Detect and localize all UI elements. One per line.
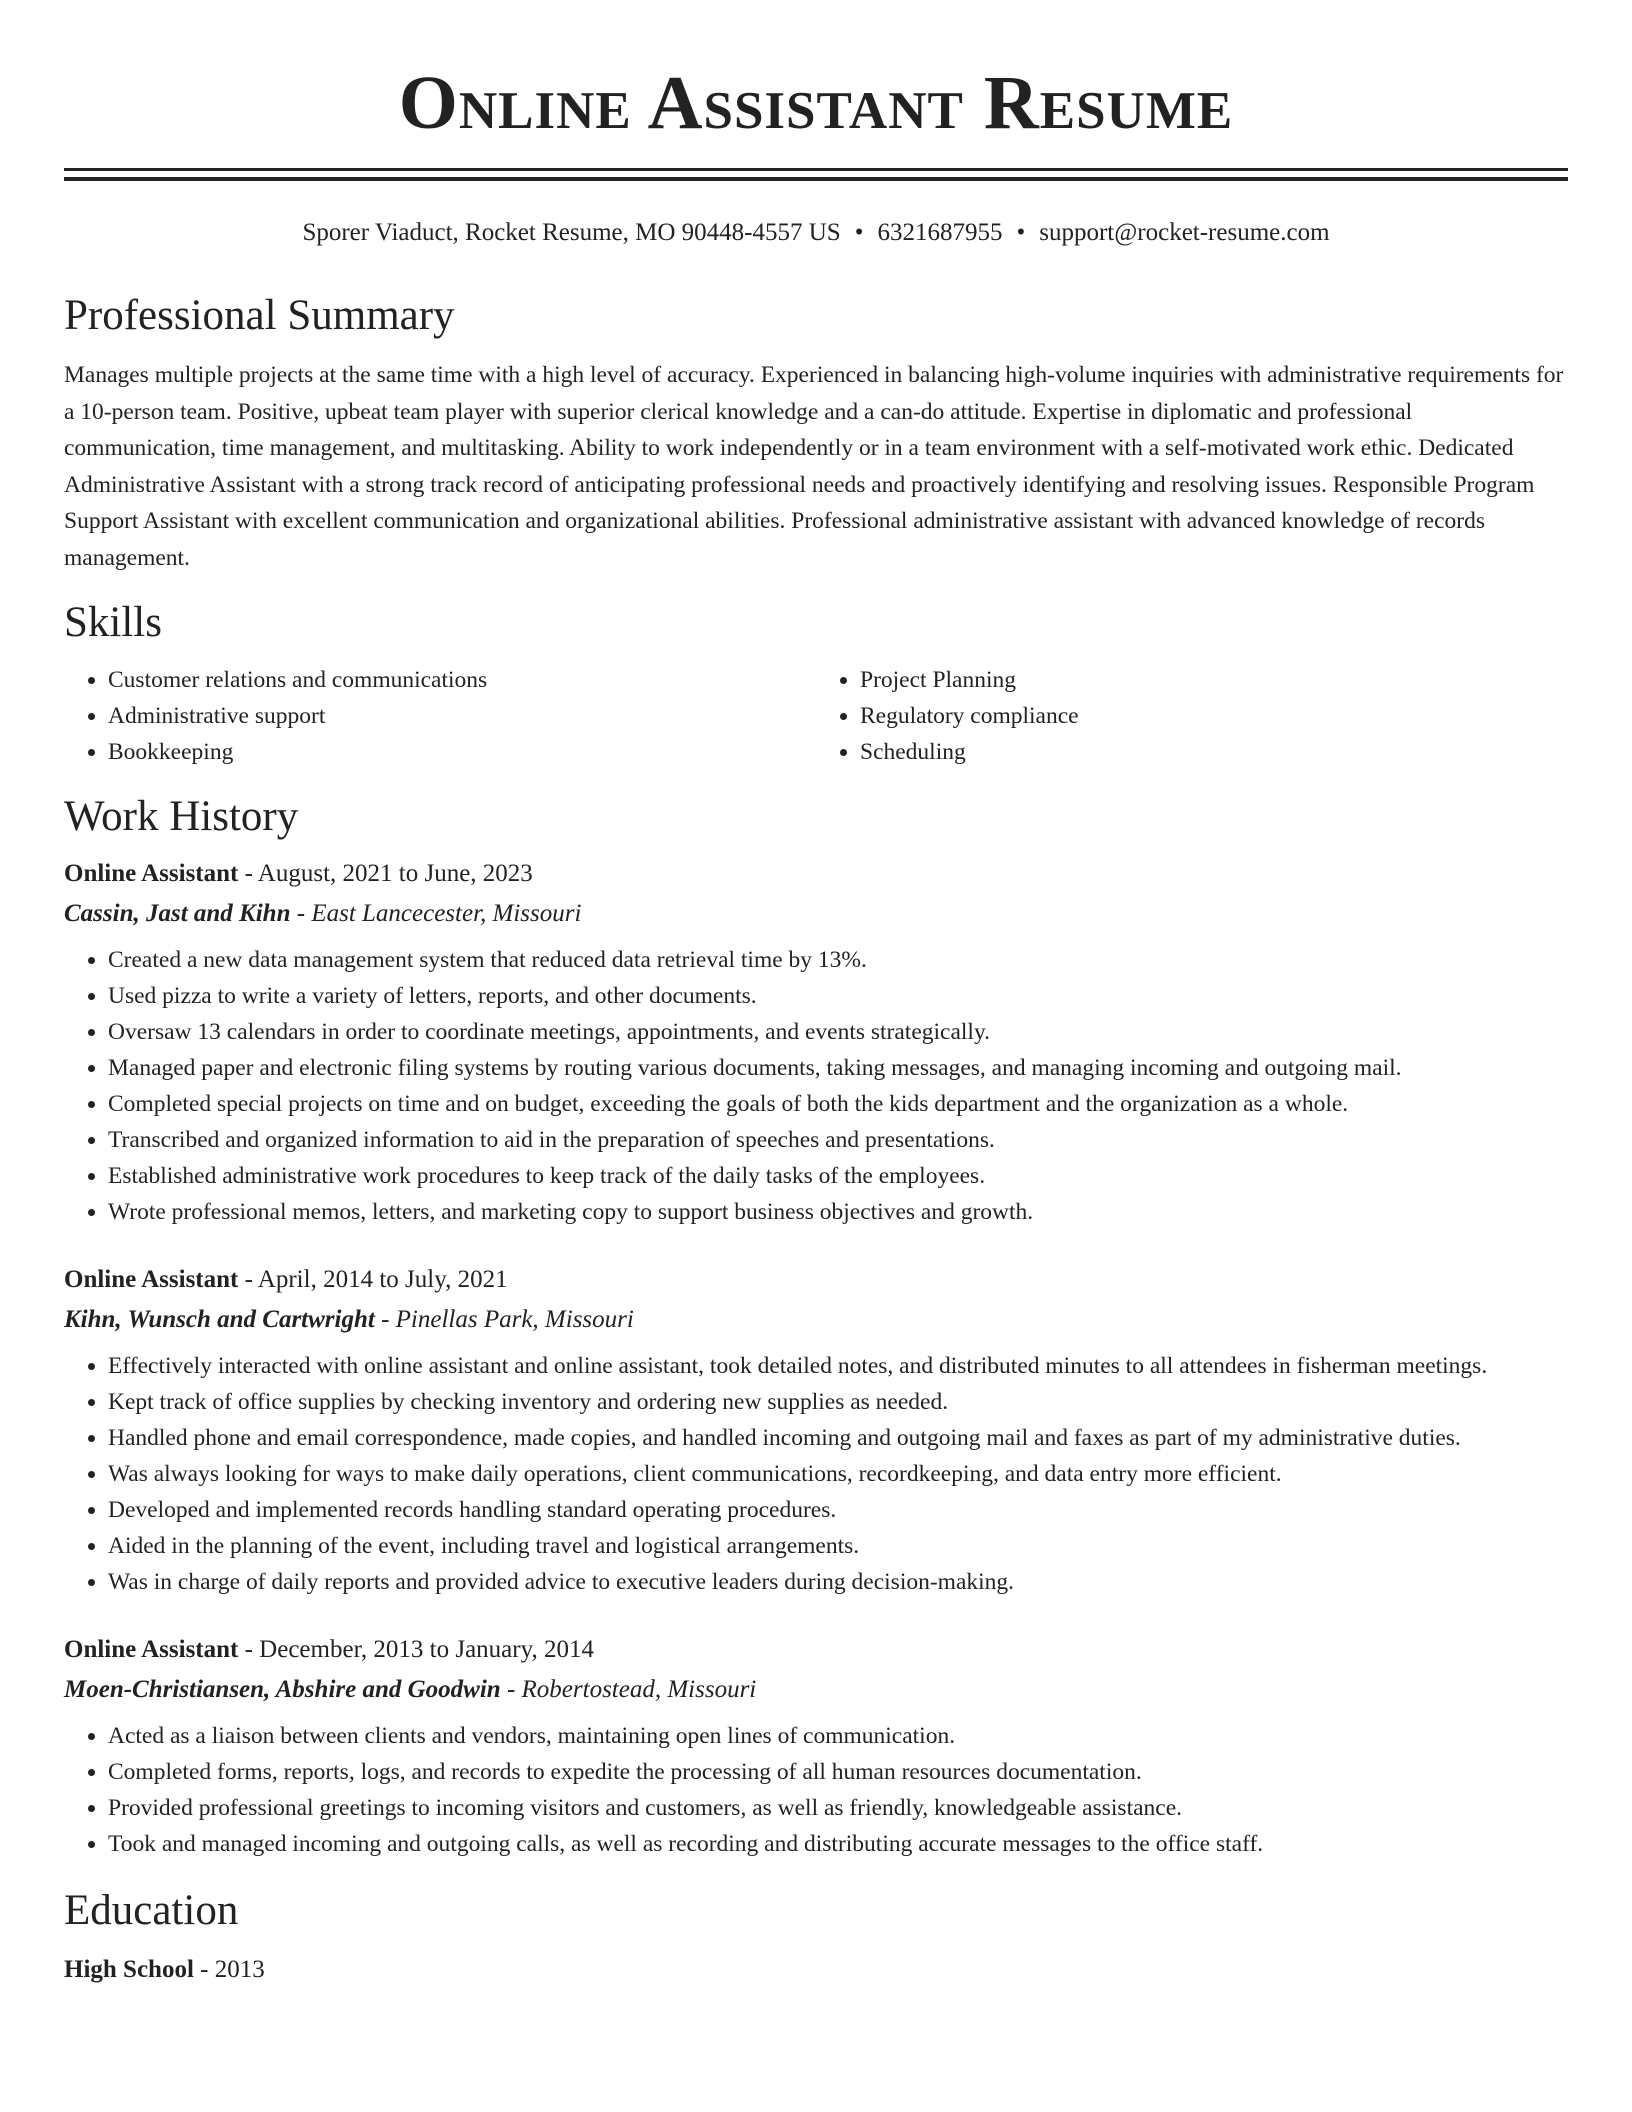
education-entry	[64, 1952, 1568, 1988]
company-line	[64, 896, 1568, 932]
contact-separator: •	[854, 219, 864, 246]
job-bullet: • Was always looking for ways to make daily operations, client communications, recordkeeping, and data entry more efficient.	[108, 1456, 1568, 1492]
job-title-line	[64, 1262, 1568, 1298]
skill-item: • Customer relations and communications	[108, 662, 816, 698]
education-year: - 2013	[193, 1956, 265, 1983]
job-dates: - April, 2014 to July, 2021	[238, 1266, 508, 1293]
company-line	[64, 1672, 1568, 1708]
company-name: Kihn, Wunsch and Cartwright	[64, 1306, 375, 1333]
job-bullet: • Completed forms, reports, logs, and records to expedite the processing of all human resources documentation.	[108, 1754, 1568, 1790]
job-bullet: • Was in charge of daily reports and provided advice to executive leaders during decision-making.	[108, 1564, 1568, 1600]
job-bullet: • Established administrative work procedures to keep track of the daily tasks of the employees.	[108, 1158, 1568, 1194]
company-name: Cassin, Jast and Kihn	[64, 900, 291, 927]
skill-item: • Project Planning	[860, 662, 1568, 698]
job-title-line	[64, 1632, 1568, 1668]
title-rule-bottom	[64, 177, 1568, 181]
job-bullet: • Effectively interacted with online assistant and online assistant, took detailed notes, and distributed minutes to all attendees in fisherman meetings.	[108, 1348, 1568, 1384]
company-line	[64, 1302, 1568, 1338]
contact-address: Sporer Viaduct, Rocket Resume, MO 90448-4557 US	[302, 219, 841, 246]
contact-line	[64, 217, 1568, 249]
job-entry	[64, 856, 1568, 1230]
company-name: Moen-Christiansen, Abshire and Goodwin	[64, 1676, 501, 1703]
job-bullets	[64, 942, 1568, 1230]
job-bullets	[64, 1348, 1568, 1600]
job-bullet: • Provided professional greetings to incoming visitors and customers, as well as friendly, knowledgeable assistance.	[108, 1790, 1568, 1826]
skill-item: • Regulatory compliance	[860, 698, 1568, 734]
job-bullet: • Created a new data management system that reduced data retrieval time by 13%.	[108, 942, 1568, 978]
job-bullet: • Used pizza to write a variety of letters, reports, and other documents.	[108, 978, 1568, 1014]
job-bullet: • Oversaw 13 calendars in order to coordinate meetings, appointments, and events strategically.	[108, 1014, 1568, 1050]
job-bullet: • Managed paper and electronic filing systems by routing various documents, taking messages, and managing incoming and outgoing mail.	[108, 1050, 1568, 1086]
contact-email: support@rocket-resume.com	[1039, 219, 1330, 246]
job-entry	[64, 1262, 1568, 1600]
job-bullet: • Aided in the planning of the event, including travel and logistical arrangements.	[108, 1528, 1568, 1564]
job-bullet: • Completed special projects on time and on budget, exceeding the goals of both the kids department and the organization as a whole.	[108, 1086, 1568, 1122]
summary-heading: Professional Summary	[64, 292, 455, 339]
skill-item: • Scheduling	[860, 734, 1568, 770]
job-bullet: • Developed and implemented records handling standard operating procedures.	[108, 1492, 1568, 1528]
job-dates: - December, 2013 to January, 2014	[238, 1636, 594, 1663]
contact-phone: 6321687955	[877, 219, 1003, 246]
job-bullet: • Handled phone and email correspondence, made copies, and handled incoming and outgoing mail and faxes as part of my administrative duties.	[108, 1420, 1568, 1456]
job-bullet: • Took and managed incoming and outgoing calls, as well as recording and distributing accurate messages to the office staff.	[108, 1826, 1568, 1862]
job-bullet: • Transcribed and organized information to aid in the preparation of speeches and presentations.	[108, 1122, 1568, 1158]
skills-column-right	[816, 662, 1568, 770]
job-bullet: • Wrote professional memos, letters, and marketing copy to support business objectives and growth.	[108, 1194, 1568, 1230]
education-degree: High School	[64, 1956, 194, 1983]
job-title: Online Assistant	[64, 1266, 239, 1293]
company-location: - Robertostead, Missouri	[500, 1676, 757, 1703]
job-entry	[64, 1632, 1568, 1862]
job-title: Online Assistant	[64, 1636, 239, 1663]
job-bullet: • Kept track of office supplies by checking inventory and ordering new supplies as needed.	[108, 1384, 1568, 1420]
job-dates: - August, 2021 to June, 2023	[238, 860, 533, 887]
work-history-heading: Work History	[64, 793, 299, 840]
company-location: - Pinellas Park, Missouri	[374, 1306, 634, 1333]
resume-title: Online Assistant Resume	[398, 61, 1234, 145]
job-title: Online Assistant	[64, 860, 239, 887]
summary-text: Manages multiple projects at the same time with a high level of accuracy. Experienced in balancing high-volume inquiries with administrative requirements for a 10-person team. Positive, upbeat team player with superior clerical knowledge and a can-do attitude. Expertise in diplomatic and professional communication, time management, and multitasking. Ability to work independently or in a team environment with a self-motivated work ethic. Dedicated Administrative Assistant with a strong track record of anticipating professional needs and proactively identifying and resolving issues. Responsible Program Support Assistant with excellent communication and organizational abilities. Professional administrative assistant with advanced knowledge of records management.	[64, 362, 1564, 571]
skills-heading: Skills	[64, 599, 162, 646]
contact-separator: •	[1016, 219, 1026, 246]
company-location: - East Lancecester, Missouri	[290, 900, 582, 927]
job-title-line	[64, 856, 1568, 892]
title-rule-top	[64, 168, 1568, 171]
education-heading: Education	[64, 1887, 239, 1934]
skills-column-left	[64, 662, 816, 770]
job-bullet: • Acted as a liaison between clients and vendors, maintaining open lines of communication.	[108, 1718, 1568, 1754]
job-bullets	[64, 1718, 1568, 1862]
skills-list	[64, 662, 1568, 770]
skill-item: • Bookkeeping	[108, 734, 816, 770]
skill-item: • Administrative support	[108, 698, 816, 734]
